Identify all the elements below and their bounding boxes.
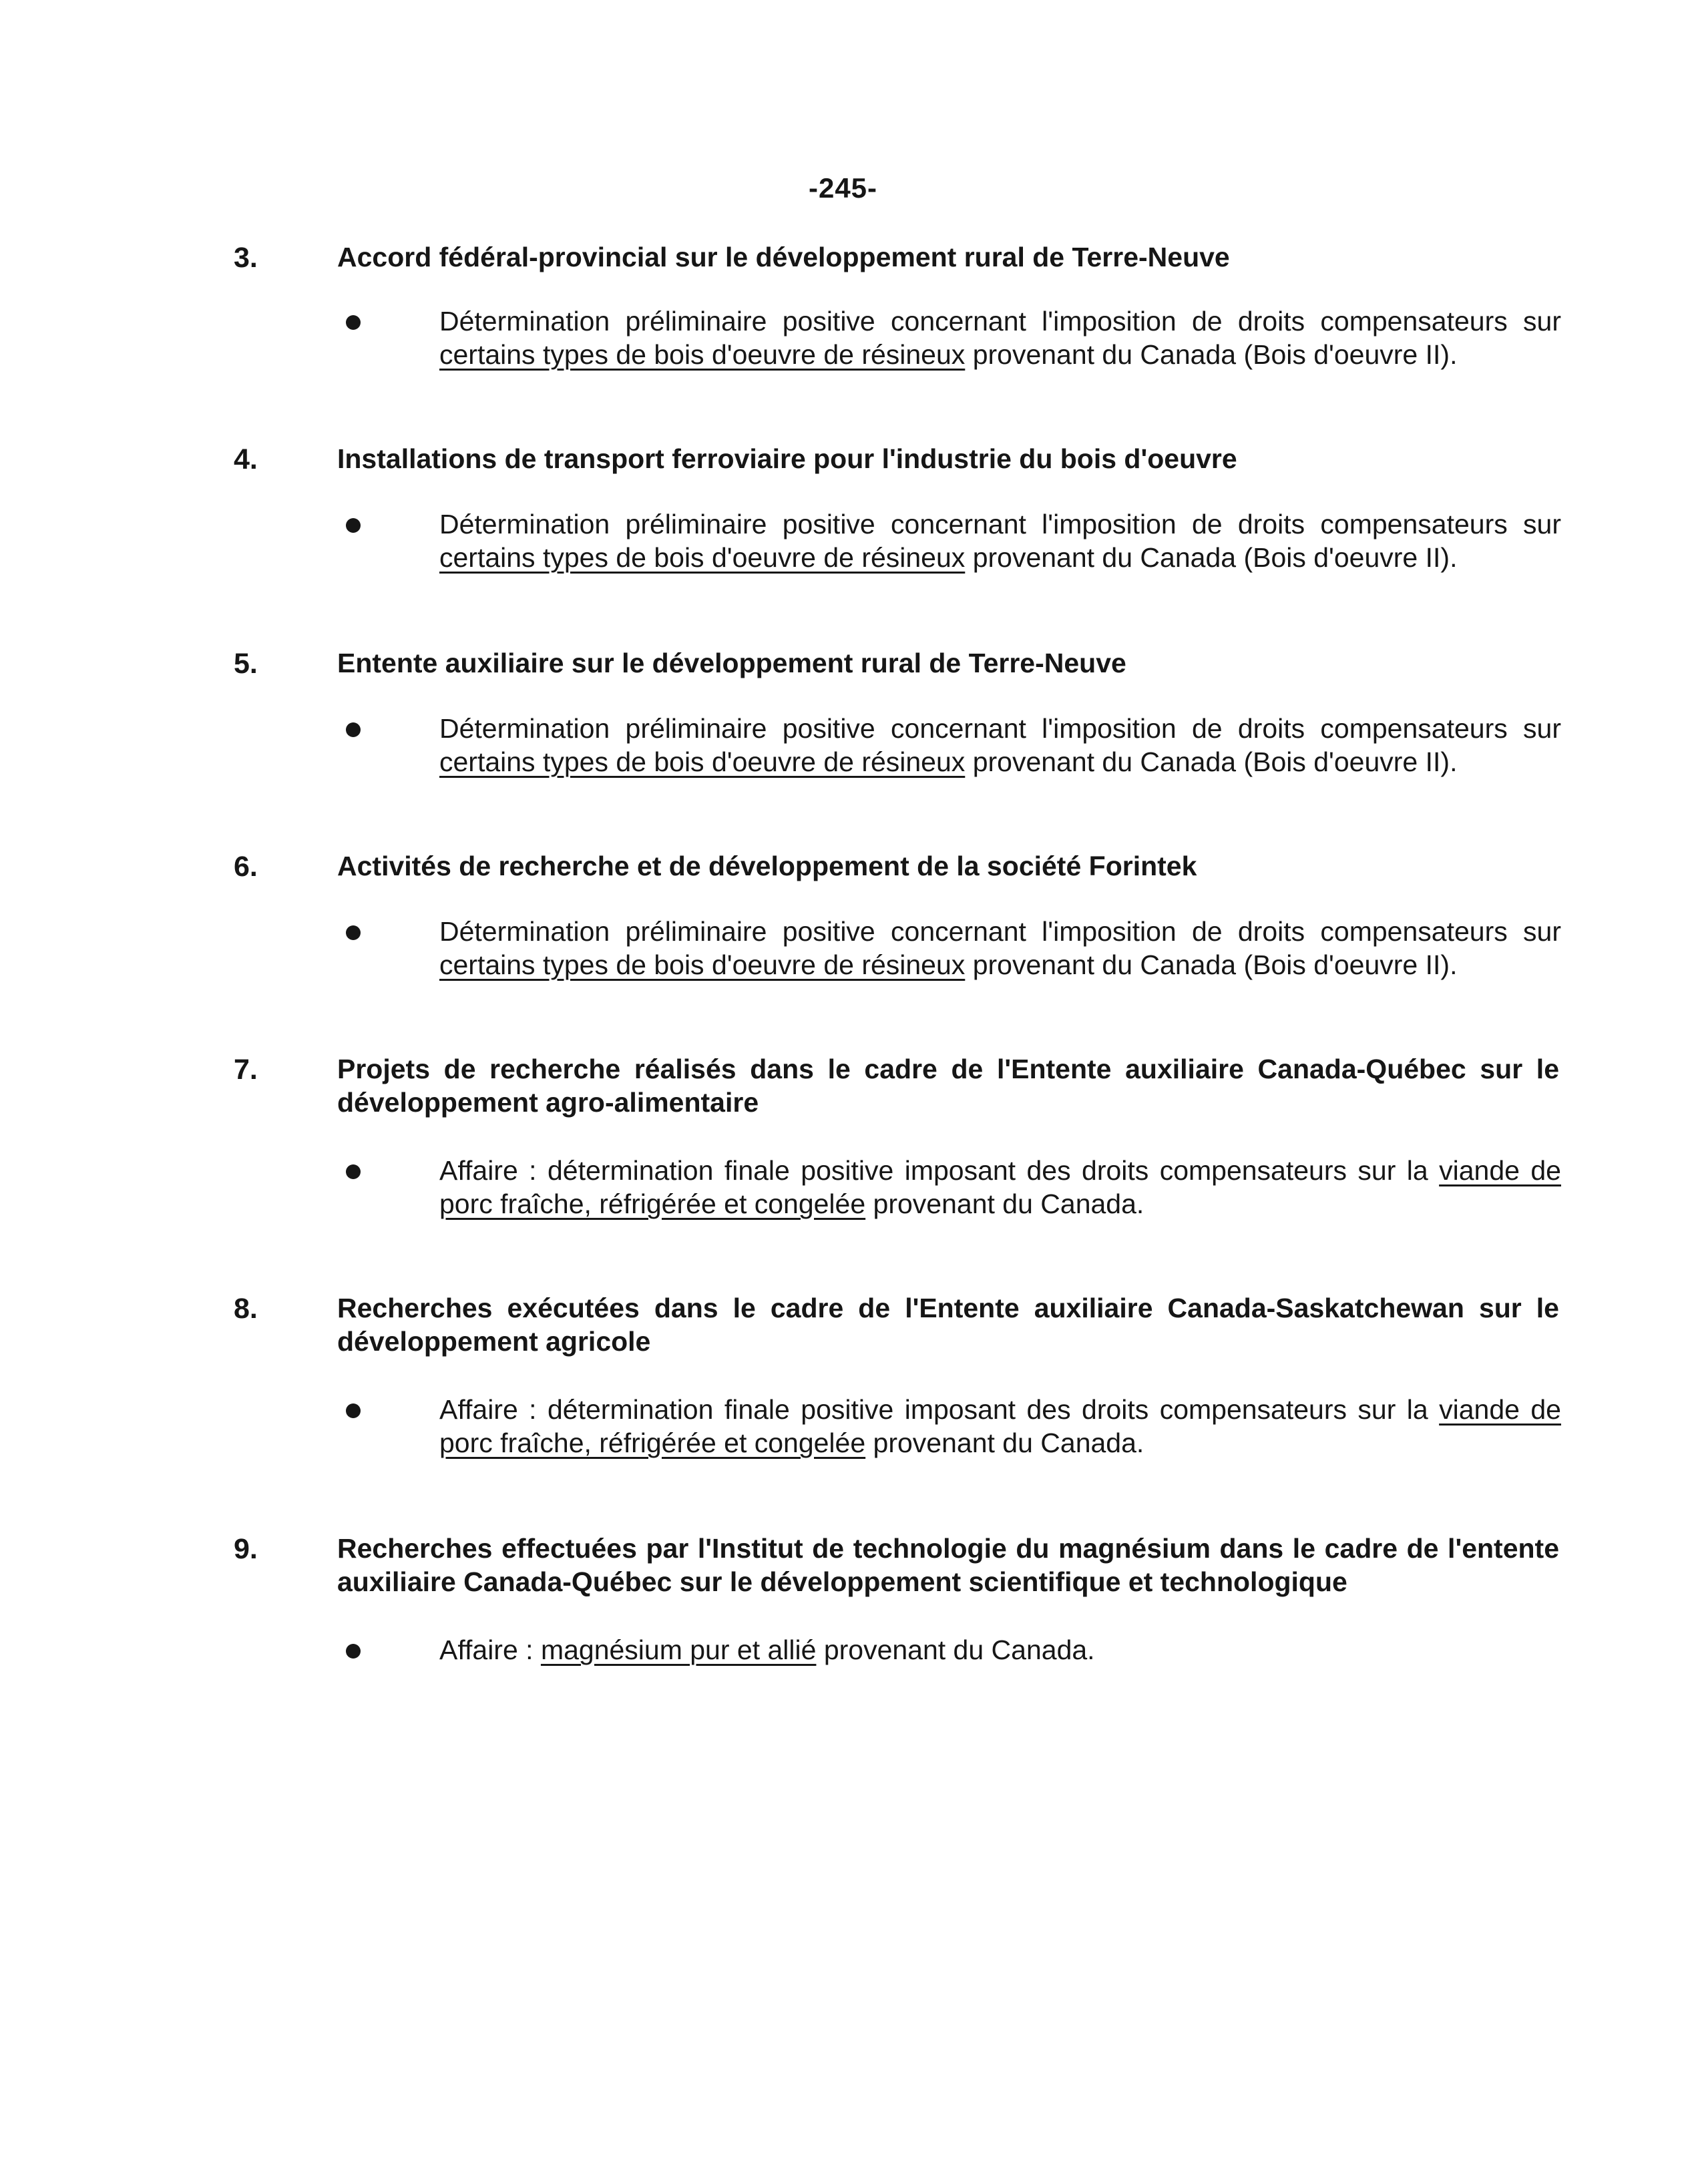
- bullet-text: [439, 1633, 1561, 1667]
- bullet-text-prefix: Détermination préliminaire positive concernant l'imposition de droits compensateurs sur: [439, 713, 1561, 744]
- bullet-underlined-product: certains types de bois d'oeuvre de résineux: [439, 542, 966, 573]
- item-number: 4.: [234, 443, 258, 475]
- bullet-icon: [346, 315, 361, 330]
- bullet-text: [439, 712, 1561, 779]
- bullet-text-suffix: provenant du Canada.: [816, 1634, 1095, 1665]
- bullet-text: [439, 1154, 1561, 1221]
- bullet-underlined-product: certains types de bois d'oeuvre de résineux: [439, 949, 966, 980]
- item-number: 7.: [234, 1054, 258, 1086]
- bullet-underlined-product: viande de porc fraîche, réfrigérée et congelée: [439, 1394, 1561, 1458]
- bullet-text-prefix: Affaire : détermination finale positive imposant des droits compensateurs sur la: [439, 1394, 1440, 1425]
- item-title: Entente auxiliaire sur le développement rural de Terre-Neuve: [337, 648, 1126, 678]
- item-title: Projets de recherche réalisés dans le cadre de l'Entente auxiliaire Canada-Québec sur le développement agro-alimentaire: [337, 1054, 1559, 1118]
- bullet-underlined-product: certains types de bois d'oeuvre de résineux: [439, 339, 966, 370]
- bullet-text-suffix: provenant du Canada (Bois d'oeuvre II).: [965, 339, 1458, 370]
- bullet-text-prefix: Détermination préliminaire positive concernant l'imposition de droits compensateurs sur: [439, 509, 1561, 539]
- bullet-icon: [346, 1164, 361, 1179]
- bullet-underlined-product: certains types de bois d'oeuvre de résineux: [439, 746, 966, 777]
- bullet-text-prefix: Détermination préliminaire positive concernant l'imposition de droits compensateurs sur: [439, 306, 1561, 337]
- item-number: 5.: [234, 648, 258, 680]
- item-title: Recherches effectuées par l'Institut de technologie du magnésium dans le cadre de l'entente auxiliaire Canada-Québec sur le développement scientifique et technologique: [337, 1533, 1559, 1597]
- bullet-text: [439, 507, 1561, 574]
- item-number: 6.: [234, 851, 258, 883]
- bullet-text: [439, 304, 1561, 371]
- item-title: Recherches exécutées dans le cadre de l'Entente auxiliaire Canada-Saskatchewan sur le développement agricole: [337, 1293, 1559, 1357]
- page-number: -245-: [808, 172, 878, 204]
- bullet-text-suffix: provenant du Canada (Bois d'oeuvre II).: [965, 949, 1458, 980]
- item-title: Accord fédéral-provincial sur le développement rural de Terre-Neuve: [337, 242, 1230, 272]
- bullet-icon: [346, 925, 361, 940]
- bullet-text-suffix: provenant du Canada (Bois d'oeuvre II).: [965, 746, 1458, 777]
- item-number: 3.: [234, 242, 258, 274]
- item-number: 8.: [234, 1293, 258, 1325]
- bullet-text-prefix: Affaire :: [439, 1634, 541, 1665]
- bullet-text-prefix: Affaire : détermination finale positive imposant des droits compensateurs sur la: [439, 1155, 1440, 1186]
- bullet-icon: [346, 722, 361, 737]
- bullet-underlined-product: viande de porc fraîche, réfrigérée et congelée: [439, 1155, 1561, 1219]
- bullet-underlined-product: magnésium pur et allié: [540, 1634, 817, 1665]
- bullet-icon: [346, 518, 361, 533]
- bullet-text: [439, 915, 1561, 981]
- item-title: Activités de recherche et de développement de la société Forintek: [337, 851, 1197, 881]
- bullet-text-suffix: provenant du Canada.: [865, 1428, 1144, 1458]
- bullet-icon: [346, 1644, 361, 1659]
- bullet-icon: [346, 1403, 361, 1418]
- item-number: 9.: [234, 1533, 258, 1565]
- bullet-text-prefix: Détermination préliminaire positive concernant l'imposition de droits compensateurs sur: [439, 916, 1561, 947]
- bullet-text-suffix: provenant du Canada.: [865, 1188, 1144, 1219]
- bullet-text-suffix: provenant du Canada (Bois d'oeuvre II).: [965, 542, 1458, 573]
- item-title: Installations de transport ferroviaire pour l'industrie du bois d'oeuvre: [337, 443, 1237, 474]
- bullet-text: [439, 1393, 1561, 1460]
